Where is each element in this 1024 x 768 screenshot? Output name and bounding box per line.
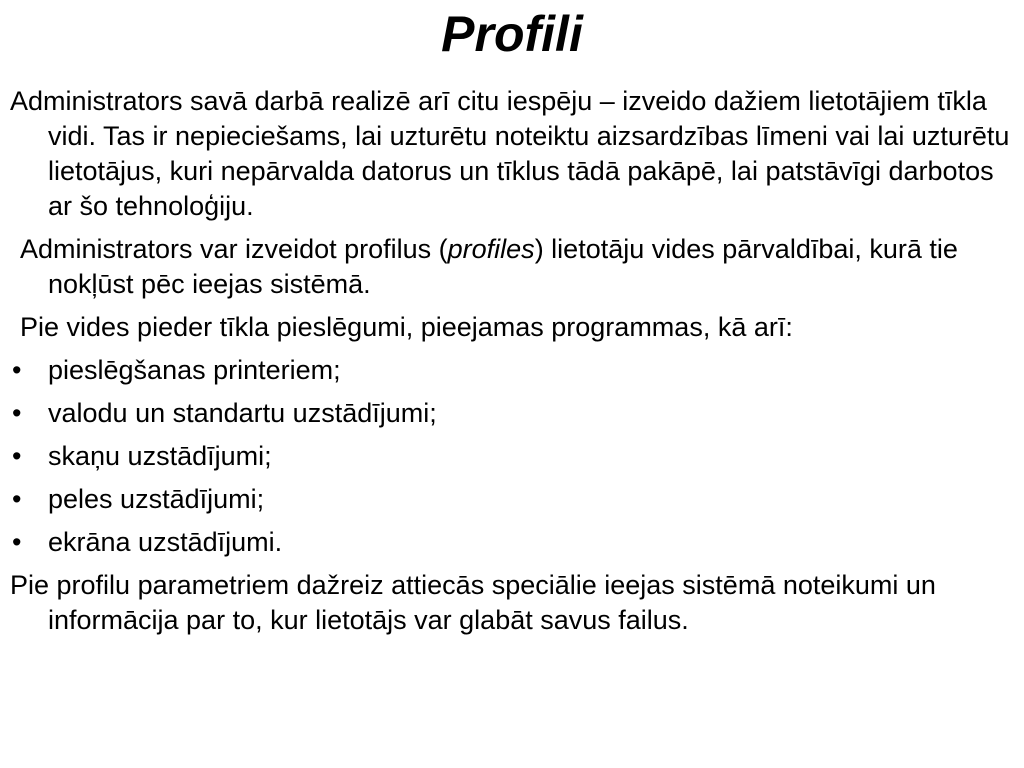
bullet-item	[10, 396, 1015, 431]
paragraph-profiles-italic: profiles	[447, 234, 535, 264]
paragraph-parameters: Pie profilu parametriem dažreiz attiecās speciālie ieejas sistēmā noteikumi un informācija par to, kur lietotājs var glabāt savus failus.	[10, 570, 936, 635]
paragraph-environment: Pie vides pieder tīkla pieslēgumi, pieejamas programmas, kā arī:	[20, 312, 793, 342]
bullet-item	[10, 482, 1015, 517]
slide-title: Profili	[441, 6, 583, 62]
paragraph-profiles	[10, 232, 1015, 302]
bullet-icon: •	[12, 355, 22, 385]
bullet-text: peles uzstādījumi;	[48, 484, 265, 514]
bullet-icon: •	[12, 441, 22, 471]
bullet-text: skaņu uzstādījumi;	[48, 441, 272, 471]
bullet-text: valodu un standartu uzstādījumi;	[48, 398, 437, 428]
settings-bullet-list	[10, 353, 1015, 560]
bullet-icon: •	[12, 484, 22, 514]
bullet-item	[10, 439, 1015, 474]
paragraph-profiles-before: Administrators var izveidot profilus (	[20, 234, 448, 264]
bullet-icon: •	[12, 527, 22, 557]
bullet-icon: •	[12, 398, 22, 428]
slide-body	[10, 84, 1015, 646]
bullet-text: ekrāna uzstādījumi.	[48, 527, 283, 557]
bullet-item	[10, 525, 1015, 560]
bullet-text: pieslēgšanas printeriem;	[48, 355, 341, 385]
paragraph-intro: Administrators savā darbā realizē arī citu iespēju – izveido dažiem lietotājiem tīkla vidi. Tas ir nepieciešams, lai uzturētu noteiktu aizsardzības līmeni vai lai uzturētu lietotājus, kuri nepārvalda datorus un tīklus tādā pakāpē, lai patstāvīgi darbotos ar šo tehnoloģiju.	[10, 86, 1010, 221]
bullet-item	[10, 353, 1015, 388]
paragraph-profiles-after: ) lietotāju vides pārvaldībai, kurā tie nokļūst pēc ieejas sistēmā.	[48, 234, 958, 299]
